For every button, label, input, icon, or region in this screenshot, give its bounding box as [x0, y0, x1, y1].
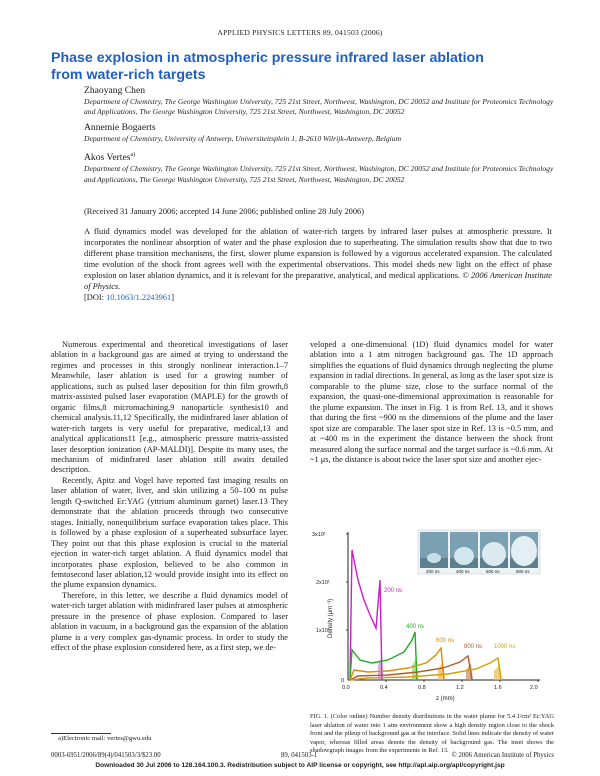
journal-header: APPLIED PHYSICS LETTERS 89, 041503 (2006) [217, 28, 383, 37]
author-name-with-note [84, 149, 554, 164]
author-name: Annemie Bogaerts [84, 122, 156, 134]
inset-plume [427, 553, 441, 563]
doi-prefix: [DOI: [84, 293, 107, 302]
author-affiliation: Department of Chemistry, University of Antwerp, Universiteitsplein 1, B-2610 Wilrijk-Antwerp, Belgium [84, 134, 402, 144]
footnote: a)Electronic mail: vertes@gwu.edu [58, 735, 152, 742]
footer-page-number: 89, 041503-1 [281, 752, 318, 759]
inset-panel-2 [450, 532, 478, 568]
curve-label-1000ns: 1000 ns [494, 644, 516, 650]
x-tick-label: 1.2 [456, 685, 464, 691]
footnote-rule [51, 733, 111, 734]
curve-label-200ns: 200 ns [384, 588, 403, 594]
y-tick-label: 3x10¹ [312, 532, 326, 538]
paper-title: Phase explosion in atmospheric pressure infrared laser ablation from water-rich targets [51, 50, 484, 83]
inset-plume [454, 547, 474, 565]
body-paragraph: Numerous experimental and theoretical investigations of laser ablation in a background gas are aimed at trying to understand the regimes and processes in this strongly nonlinear interaction.1–7 Meanwhile, laser ablation is used for a growing number of applications, such as pulsed laser deposition for thin film growth,8 matrix-assisted pulsed laser evaporation (MAPLE) for the growth of organic films,8 micromachining,9 nanoparticle synthesis10 and chemical analysis.11,12 Specifically, the midinfrared laser ablation of water-rich targets is very useful for preparative, medical,13 and analytical applications11 [e.g., atmospheric pressure matrix-assisted laser desorption ionization (AP-MALDI)]. Despite its many uses, the mechanism of midinfrared laser ablation still awaits detailed description. [51, 340, 288, 475]
author-name: Zhaoyang Chen [84, 85, 146, 96]
inset-panel-3 [480, 532, 508, 568]
x-tick-label: 1.6 [494, 685, 502, 691]
y-tick-label: 1x10¹ [316, 628, 330, 634]
y-tick-label: 2x10¹ [316, 580, 330, 586]
figure-caption: FIG. 1. (Color online) Number density distributions in the water plume for 5.4 J/cm² Er:YAG laser ablation of water into 1 atm environment show a high density region close to the shock front and the pileup of background gas at the interface. Solid lines indicate the density of water vapor, whereas filled areas denote the density of background gas. The inset shows the shadowgraph images from the experiments in Ref. 13. [310, 713, 554, 755]
y-tick-label: 0 [341, 678, 345, 684]
inset-label: 200 ns [426, 569, 440, 574]
body-paragraph: veloped a one-dimensional (1D) fluid dynamics model for water ablation into a 1 atm nitrogen background gas. The 1D approach simplifies the equations of fluid dynamics through neglecting the plume expansion in radial directions. In general, as long as the laser spot size is comparable to the plume size, close to the surface normal of the expansion, the quasi-one-dimensional approximation is reasonable for the plume expansion. The inset in Fig. 1 is from Ref. 13, and it shows that during the first ~900 ns the dimensions of the plume and the laser spot size are comparable. The laser spot size in Ref. 13 is ~0.5 mm, and at ~400 ns in the experiment the distance between the shock front measured along the surface normal and the target surface is ~0.6 mm. At ~1 μs, the distance is about twice the laser spot size and another ejec- [310, 340, 553, 464]
shadowgraph-inset [418, 530, 540, 574]
inset-plume [511, 536, 537, 566]
footer-issn: 0003-6951/2006/89(4)/041503/3/$23.00 [51, 752, 161, 759]
curve-label-600ns: 600 ns [436, 638, 455, 644]
x-axis-label: z (mm) [436, 696, 455, 702]
abstract-text: A fluid dynamics model was developed for the ablation of water-rich targets by infrared laser pulses at atmospheric pressure. It incorporates the nonlinear absorption of water and the phase explosion due to superheating. The simulation results show that due to two different phase transition mechanisms, the first, slower plume expansion is followed by a vigorous accelerated expansion. The calculated time evolution of the shock front agrees well with the experimental observations. This model sheds new light on the effect of phase explosion on laser ablation dynamics, and it is relevant for the preparative, analytical, and medical applications. [84, 227, 552, 280]
abstract [84, 226, 552, 303]
curve-label-400ns: 400 ns [406, 624, 425, 630]
inset-label: 400 ns [456, 569, 470, 574]
x-tick-label: 0.0 [342, 685, 350, 691]
inset-plume [482, 542, 506, 566]
download-notice: Downloaded 30 Jul 2006 to 128.164.100.3. Redistribution subject to AIP license or copyright, see http://apl.aip.org/apl/copyright.jsp [95, 762, 505, 769]
inset-label: 600 ns [486, 569, 500, 574]
author-footnote-mark: a) [130, 152, 136, 159]
left-column [51, 340, 288, 654]
footer-copyright: © 2006 American Institute of Physics [451, 752, 554, 759]
body-paragraph: Therefore, in this letter, we describe a fluid dynamics model of water-rich target ablation with midinfrared laser pulses at atmospheric pressure in the presence of phase explosion. Compared to laser ablation in vacuum, in a background gas the expansion of the ablation plume is a very complex gas-dynamic process. In order to study the effect of the phase explosion considered here, as a first step, we de- [51, 590, 288, 653]
author-affiliation: Department of Chemistry, The George Washington University, 725 21st Street, Northwest, Washington, DC 20052 and Institute for Proteomics Technology and Applications, The George Washington University, 725 21st Street, Northwest, Washington, DC 20052 [84, 97, 554, 117]
copyright-notice: © 2006 American Institute of Physics. [84, 271, 552, 291]
right-column [310, 340, 553, 465]
x-tick-label: 2.0 [530, 685, 538, 691]
figure-1 [308, 520, 554, 708]
y-axis-label: Density (μm⁻³) [328, 598, 334, 638]
author-name-text: Akos Vertes [84, 152, 131, 164]
inset-panel-4 [510, 532, 538, 568]
body-paragraph: Recently, Apitz and Vogel have reported fast imaging results on laser ablation of water, liver, and skin utilizing a 50–100 ns pulse length Q-switched Er:YAG (yttrium aluminum garnet) laser.13 They demonstrate that the ablation proceeds through two consecutive stages. Initially, nonequilibrium surface evaporation takes place. This is followed by a phase explosion of a superheated subsurface layer. They point out that this phase explosion is crucial to the material ejection in water-rich target ablation. A fluid dynamics model that incorporates phase explosion, believed to be also common in femtosecond laser ablation,12 would provide insight into its effect on the plume expansion dynamics. [51, 475, 288, 590]
received-dates: (Received 31 January 2006; accepted 14 June 2006; published online 28 July 2006) [84, 207, 365, 216]
doi-suffix: ] [171, 293, 175, 302]
doi-link[interactable]: 10.1063/1.2243961 [106, 293, 172, 302]
density-plot [308, 520, 554, 708]
author-block [84, 85, 554, 190]
author-affiliation: Department of Chemistry, The George Washington University, 725 21st Street, Northwest, Washington, DC 20052 and Institute for Proteomics Technology and Applications, The George Washington University, 725 21st Street, Northwest, Washington, DC 20052 [84, 164, 554, 184]
inset-panel-1 [420, 532, 448, 568]
curve-label-800ns: 800 ns [464, 644, 483, 650]
x-tick-label: 0.8 [418, 685, 426, 691]
inset-label: 900 ns [516, 569, 530, 574]
x-tick-label: 0.4 [380, 685, 388, 691]
